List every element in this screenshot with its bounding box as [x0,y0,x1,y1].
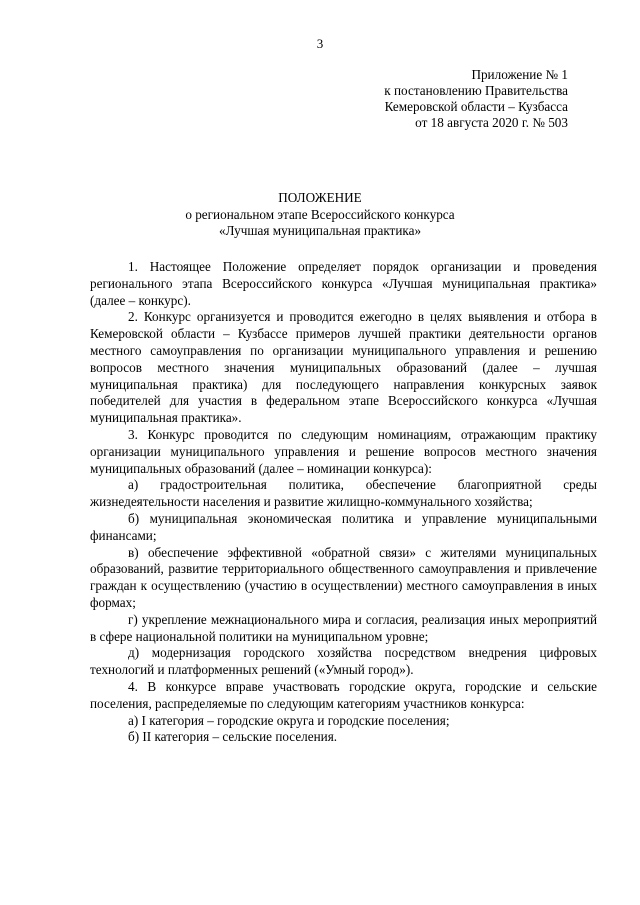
nomination-c: в) обеспечение эффективной «обратной связи» с жителями муниципальных образований, развитие территориального общественного самоуправления и привлечение граждан к осуществлению (участию в осуществлении) местного самоуправления в иных формах; [90,544,597,610]
title-heading: ПОЛОЖЕНИЕ [278,190,362,205]
nomination-d: г) укрепление межнационального мира и согласия, реализация иных мероприятий в сфере национальной политики на муниципальном уровне; [90,611,597,644]
nomination-b: б) муниципальная экономическая политика и управление муниципальными финансами; [90,510,597,543]
document-title [0,190,640,240]
paragraph-3: 3. Конкурс проводится по следующим номинациям, отражающим практику организации муниципального управления и решение вопросов местного значения муниципальных образований (далее – номинации конкурса): [90,426,597,476]
paragraph-2: 2. Конкурс организуется и проводится ежегодно в целях выявления и отбора в Кемеровской области – Кузбассе примеров лучшей практики деятельности органов местного самоуправления по организации муниципального управления и решению вопросов местного значения муниципальных образований (далее – лучшая муниципальная практика) для последующего направления конкурсных заявок победителей для участия в федеральном этапе Всероссийского конкурса «Лучшая муниципальная практика». [90,309,597,426]
title-subject: о региональном этапе Всероссийского конкурса [185,206,455,222]
appendix-reference [368,67,568,131]
appendix-date: от 18 августа 2020 г. № 503 [415,115,568,130]
nomination-a: а) градостроительная политика, обеспечение благоприятной среды жизнедеятельности населения и развитие жилищно-коммунального хозяйства; [90,477,597,510]
appendix-decree: к постановлению Правительства [384,83,568,98]
appendix-number: Приложение № 1 [471,67,568,82]
title-contest-name: «Лучшая муниципальная практика» [218,223,422,238]
nomination-e: д) модернизация городского хозяйства посредством внедрения цифровых технологий и платформенных решений («Умный город»). [90,645,597,678]
appendix-region: Кемеровской области – Кузбасса [384,99,568,114]
category-2: б) II категория – сельские поселения. [128,729,338,745]
paragraph-1: 1. Настоящее Положение определяет порядок организации и проведения регионального этапа Всероссийского конкурса «Лучшая муниципальная практика» (далее – конкурс). [90,259,597,308]
document-body [90,259,597,746]
page-number: 3 [316,36,324,51]
category-1: а) I категория – городские округа и городские поселения; [128,712,450,728]
paragraph-4: 4. В конкурсе вправе участвовать городские округа, городские и сельские поселения, распределяемые по следующим категориям участников конкурса: [90,678,597,711]
